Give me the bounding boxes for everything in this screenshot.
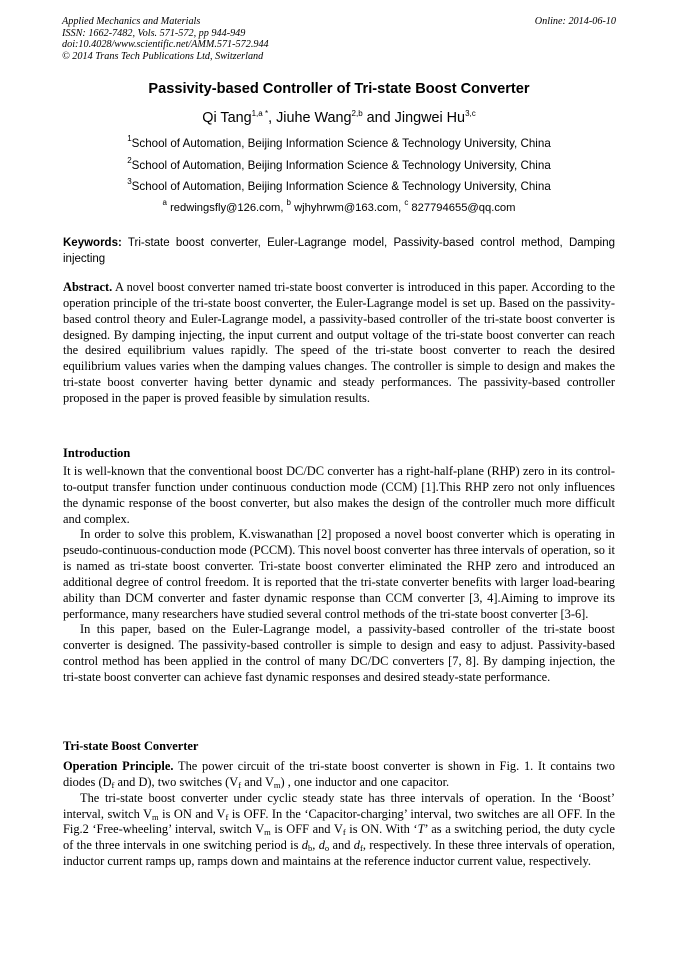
email-superscript: c [404,198,409,207]
math-symbol: d [353,838,360,853]
affiliation-superscript: 1 [127,134,132,143]
text-run: is OFF and V [270,822,343,837]
doi-line: doi:10.4028/www.scientific.net/AMM.571-572.944 [62,39,269,51]
text-run: is ON. With ‘ [345,822,418,837]
copyright-line: © 2014 Trans Tech Publications Ltd, Switzerland [62,50,264,62]
math-symbol: d [318,838,325,853]
subscript: f [342,827,346,838]
email-link[interactable]: wjhyhrwm@163.com [294,202,399,214]
subscript: b [307,843,313,854]
text-run: and [329,838,354,853]
author-name: Jingwei Hu [394,110,466,126]
affiliation-text: School of Automation, Beijing Information Science & Technology University, China [131,180,551,193]
subscript: o [324,843,330,854]
text-run: and V [241,774,274,789]
affiliation-superscript: 2 [127,156,132,165]
issn-line: ISSN: 1662-7482, Vols. 571-572, pp 944-949 [62,27,246,39]
affiliation-text: School of Automation, Beijing Information Science & Technology University, China [131,137,551,150]
email-list: $^a$ redwingsfly@126.com, $^b$ wjhyhrwm@163.com, $^c$ 827794655@qq.com [162,198,516,214]
abstract [63,280,615,407]
author-superscript: 3,c [465,109,476,118]
math-symbol: T [417,822,425,837]
affiliation-superscript: 3 [127,177,132,186]
author-name: Jiuhe Wang [276,110,352,126]
author-superscript: 1,a * [251,109,269,118]
subscript: m [273,779,281,790]
subscript: f [225,811,229,822]
email-superscript: a [162,198,167,207]
subscript: f [111,779,115,790]
paragraph: It is well-known that the conventional boost DC/DC converter has a right-half-plane (RHP) zero in its control-to-output transfer function under continuous conduction mode (CCM) [1].This RHP zero not only influences the dynamic response of the boost converter, but also makes the design of the controller much more difficult and complex. [63,464,615,526]
affiliation [62,156,616,172]
keywords-text: Tri-state boost converter, Euler-Lagrange model, Passivity-based control method, Damping injecting [63,237,615,265]
paragraph [63,759,615,791]
keywords-label: Keywords: [63,237,122,249]
email-superscript: b [286,198,291,207]
text-run: , [312,838,319,853]
subsection-label: Operation Principle. [63,759,174,773]
abstract-label: Abstract. [63,280,113,294]
text-run: ’ as a switching period, the duty cycle of the three intervals in one switching period is [63,822,615,853]
tristate-body [63,759,615,870]
introduction-body [63,464,615,686]
journal-header [62,16,269,62]
section-heading: Introduction [63,446,131,460]
author-superscript: 2,b [351,109,363,118]
text-run: is ON and V [158,806,226,821]
affiliation [62,177,616,193]
subscript: f [359,843,363,854]
subscript: f [238,779,242,790]
text-run: , respectively. In these three intervals of operation, inductor current ramps up, ramps down and maintains at the reference inductor current value, respectively. [63,838,616,869]
text-run: ) , one inductor and one capacitor. [280,774,450,789]
math-symbol: d [301,838,308,853]
author-name: Qi Tang [202,110,252,126]
email-link[interactable]: redwingsfly@126.com [170,202,281,214]
affiliation [62,134,616,150]
abstract-text: A novel boost converter named tri-state boost converter is introduced in this paper. According to the operation principle of the tri-state boost converter, the Euler-Lagrange model is set up. Based on the passivity-based control theory and Euler-Lagrange model, a passivity-based controller of the tri-state boost converter is designed. By damping injecting, the input current and output voltage of the tri-state boost converter can reach the desired equilibrium values rapidly. The speed of the tri-state boost converter to reach the desired equilibrium values varies when the damping values changes. The controller is simple to design and makes the tri-state boost converter having better dynamic and steady performances. The passivity-based controller proposed in the paper is proved feasible by simulation results. [63,280,615,405]
text-run: is OFF. In the ‘Capacitor-charging’ interval, two switches are all OFF. In the Fig.2 ‘Free-wheeling’ interval, switch V [63,806,615,837]
paragraph: In this paper, based on the Euler-Lagrange model, a passivity-based controller of the tri-state boost converter is designed. The passivity-based controller is simple to design and easy to adjust. Passivity-based control method has been applied in the control of many DC/DC converters [7, 8]. By damping injection, the tri-state boost converter can achieve fast dynamic responses and desired steady-state performance. [63,622,615,684]
subscript: m [152,811,159,822]
keywords [63,236,615,267]
text-run: and D), two switches (V [114,774,239,789]
text-run: The tri-state boost converter under cyclic steady state has three intervals of operation. In the ‘Boost’ interval, switch V [63,790,615,821]
email-link[interactable]: 827794655@qq.com [411,202,516,214]
paragraph: In order to solve this problem, K.viswanathan [2] proposed a novel boost converter which is operating in pseudo-continuous-conduction mode (PCCM). This novel boost converter has three intervals of operation, so it is named as tri-state boost converter. Tri-state boost converter eliminated the RHP zero and introduced an additional degree of control freedom. It is reported that the tri-state converter benefits with larger load-bearing ability than DCM converter and faster dynamic response than CCM converter [3, 4].Aiming to improve its performance, many researchers have studied several control methods of the tri-state boost converter [3-6]. [63,527,615,621]
affiliation-text: School of Automation, Beijing Information Science & Technology University, China [131,159,551,172]
journal-name: Applied Mechanics and Materials [62,16,201,27]
paragraph [63,791,615,870]
section-heading: Tri-state Boost Converter [63,739,199,753]
online-date: Online: 2014-06-10 [534,16,616,27]
text-run: The power circuit of the tri-state boost converter is shown in Fig. 1. It contains two diodes (D [63,759,616,789]
paper-title: Passivity-based Controller of Tri-state Boost Converter [148,81,530,97]
subscript: m [264,827,271,838]
author-list: Qi Tang$^{1,a *}$, Jiuhe Wang$^{2,b}$ and Jingwei Hu$^{3,c}$ [202,109,476,126]
